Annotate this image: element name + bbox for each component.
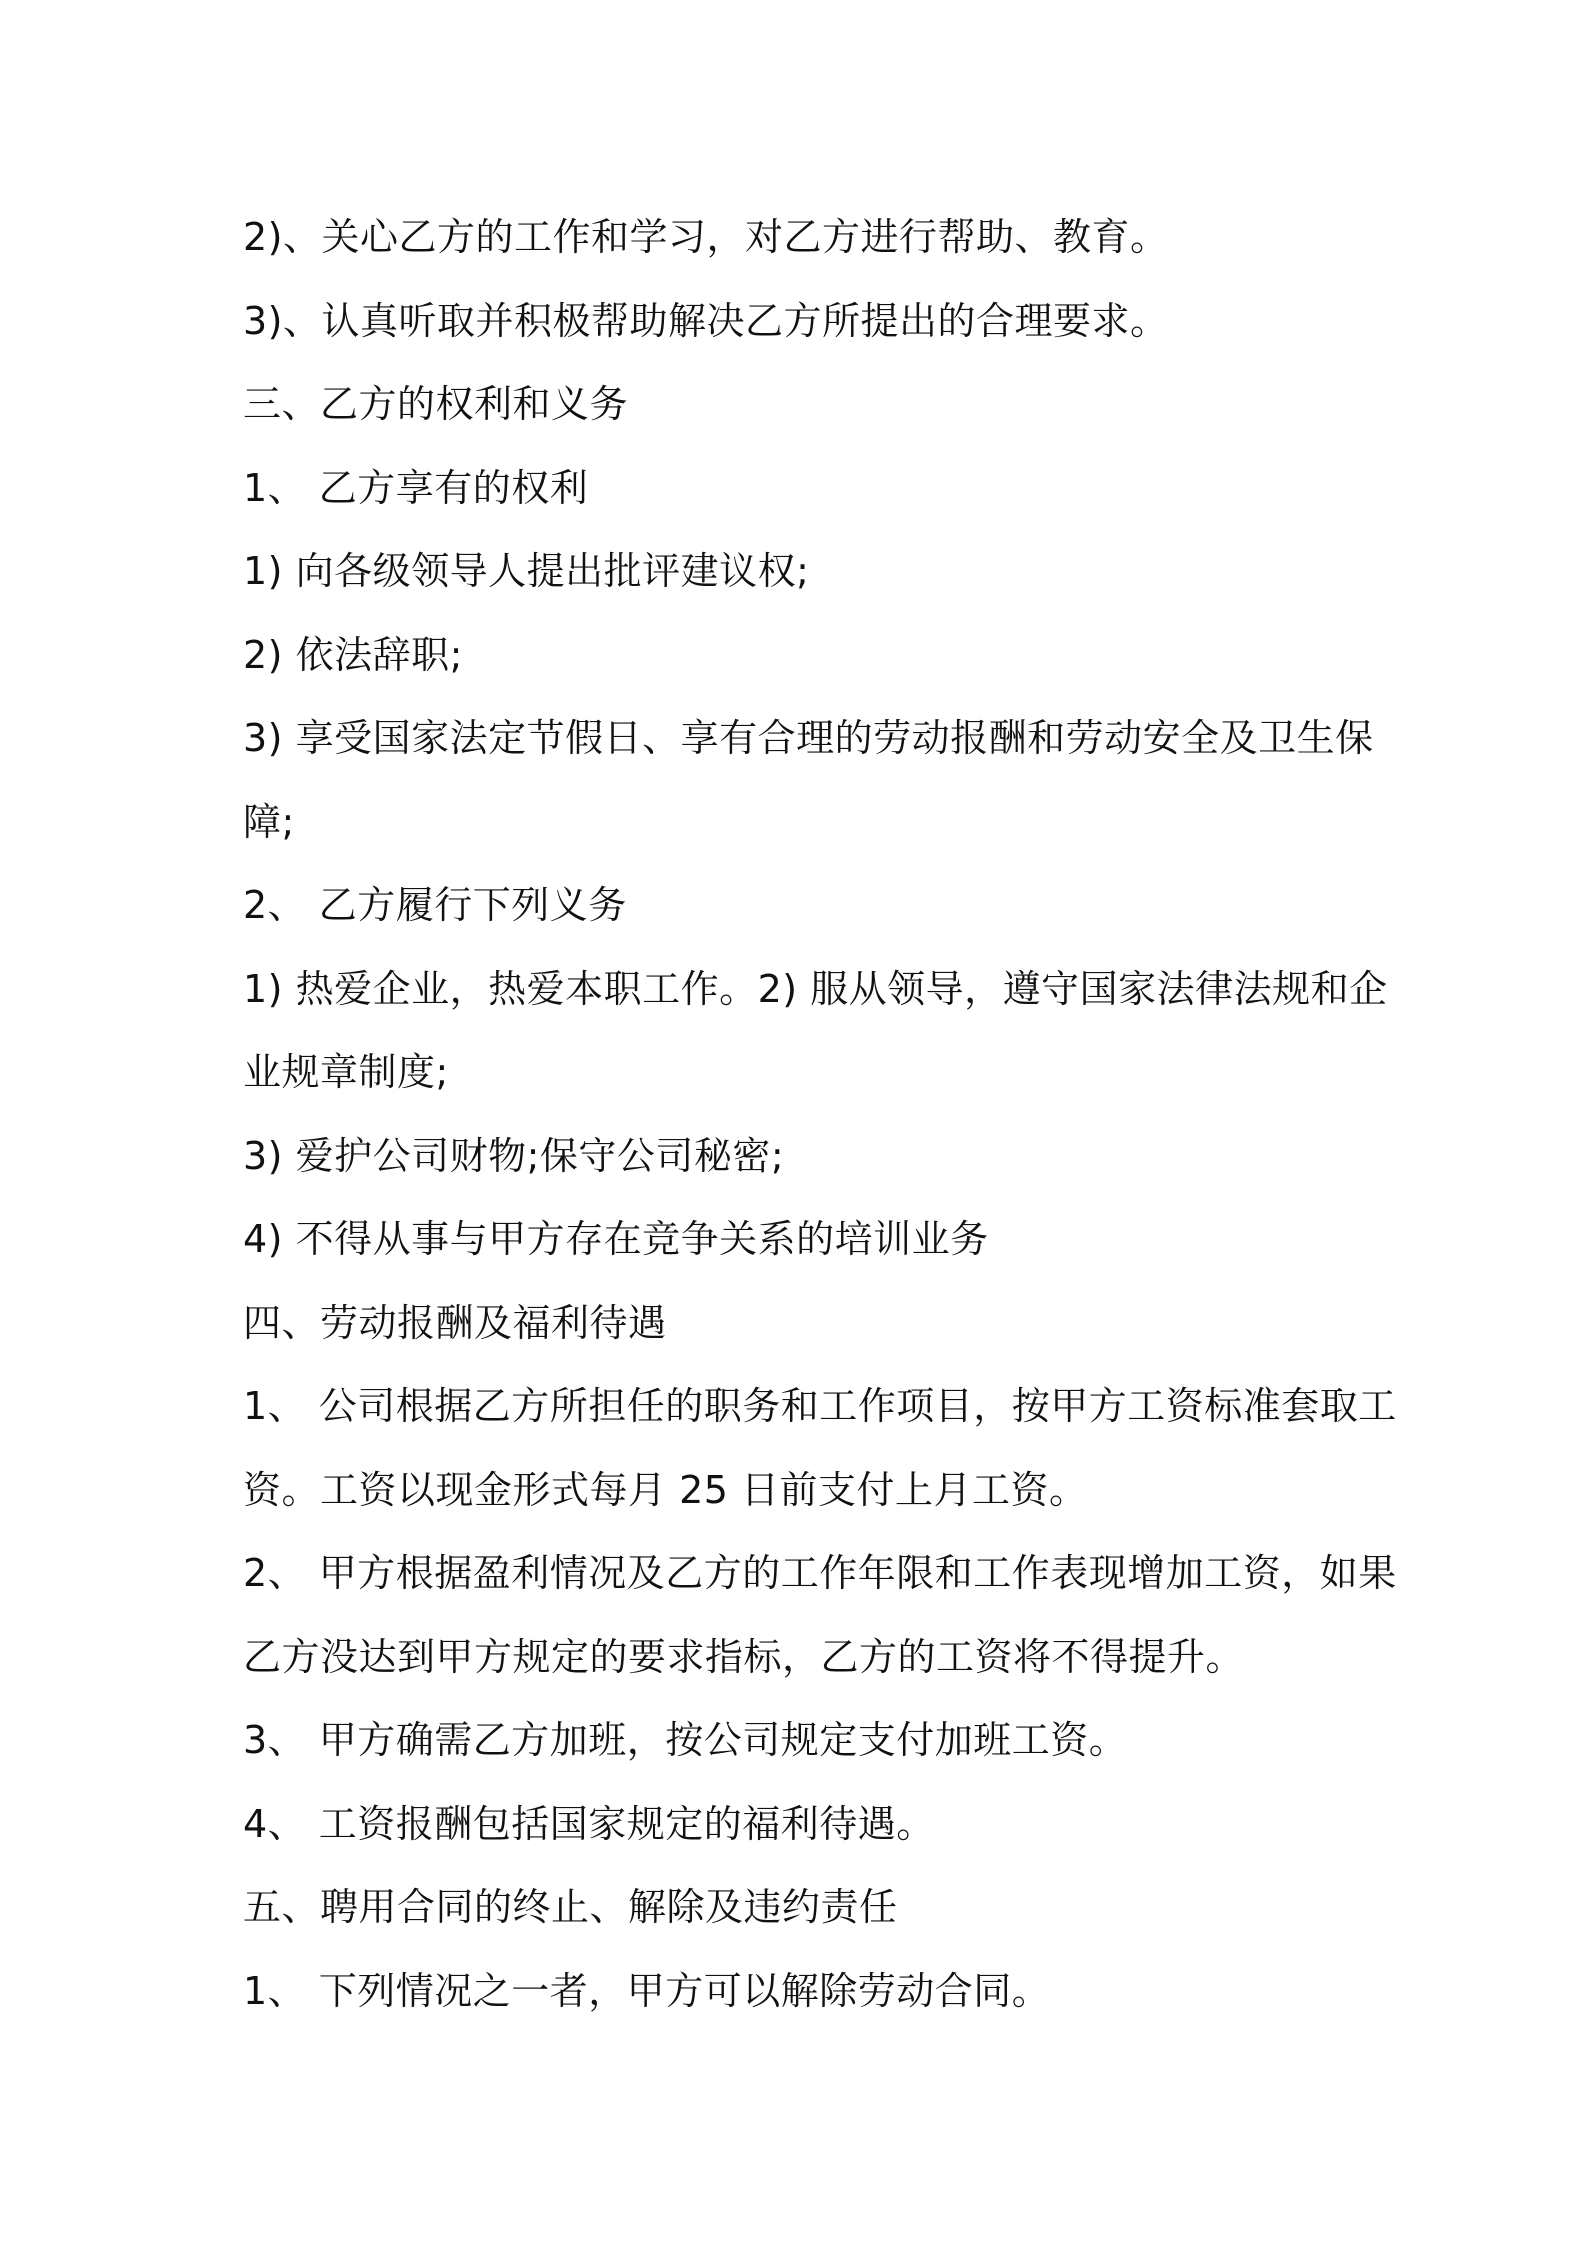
text-line: 业规章制度;: [243, 1050, 449, 1094]
text-line: 4、 工资报酬包括国家规定的福利待遇。: [243, 1801, 935, 1846]
text-line: 2) 依法辞职;: [243, 632, 463, 677]
text-line: 障;: [243, 799, 295, 844]
text-line: 资。工资以现金形式每月 25 日前支付上月工资。: [243, 1467, 1088, 1512]
text-line: 3) 爱护公司财物;保守公司秘密;: [243, 1133, 785, 1178]
text-line: 4) 不得从事与甲方存在竞争关系的培训业务: [243, 1217, 989, 1261]
section-heading: 四、劳动报酬及福利待遇: [243, 1300, 667, 1345]
text-line: 2)、关心乙方的工作和学习，对乙方进行帮助、教育。: [243, 215, 1169, 259]
text-line: 3) 享受国家法定节假日、享有合理的劳动报酬和劳动安全及卫生保: [243, 716, 1374, 760]
subsection-heading: 2、 乙方履行下列义务: [243, 883, 627, 927]
text-line: 1、 公司根据乙方所担任的职务和工作项目，按甲方工资标准套取工: [243, 1384, 1397, 1428]
text-line: 3)、认真听取并积极帮助解决乙方所提出的合理要求。: [243, 298, 1169, 343]
section-heading: 三、乙方的权利和义务: [243, 382, 629, 426]
section-heading: 五、聘用合同的终止、解除及违约责任: [243, 1885, 898, 1929]
text-line: 1) 热爱企业，热爱本职工作。2) 服从领导，遵守国家法律法规和企: [243, 966, 1388, 1011]
text-line: 乙方没达到甲方规定的要求指标，乙方的工资将不得提升。: [243, 1634, 1245, 1679]
text-line: 1) 向各级领导人提出批评建议权;: [243, 549, 810, 593]
text-line: 2、 甲方根据盈利情况及乙方的工作年限和工作表现增加工资，如果: [243, 1551, 1397, 1595]
text-line: 3、 甲方确需乙方加班，按公司规定支付加班工资。: [243, 1718, 1128, 1762]
text-line: 1、 下列情况之一者，甲方可以解除劳动合同。: [243, 1968, 1051, 2013]
subsection-heading: 1、 乙方享有的权利: [243, 465, 589, 510]
document-body: [243, 196, 1397, 2033]
